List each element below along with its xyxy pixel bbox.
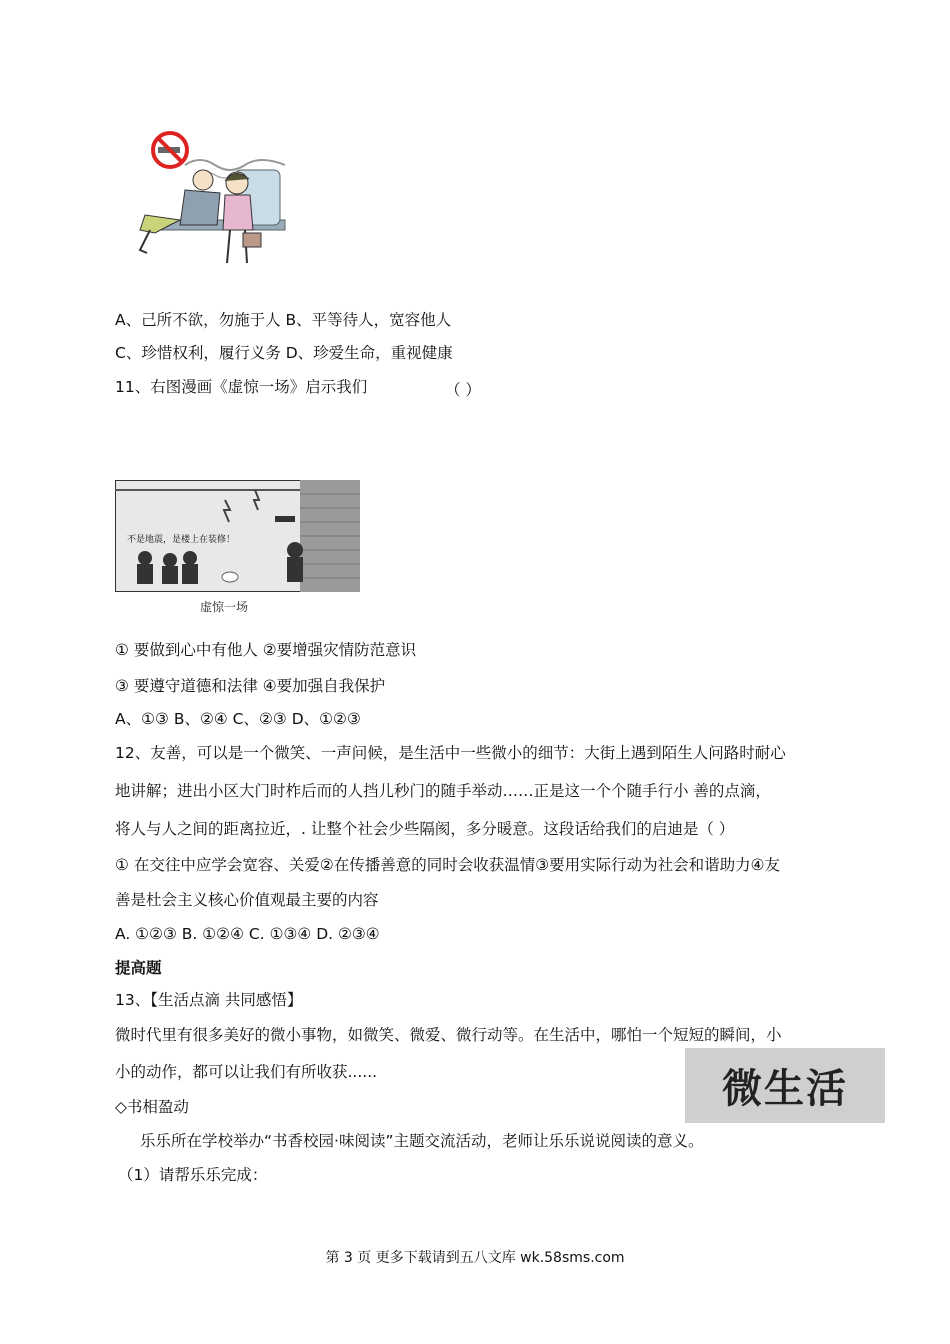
q11-items-line2: ③ 要遵守道德和法律 ④要加强自我保护 bbox=[115, 677, 386, 695]
q11-stem: 11、右图漫画《虚惊一场》启示我们 bbox=[115, 378, 368, 396]
page-footer: 第 3 页 更多下载请到五八文库 wk.58sms.com bbox=[325, 1250, 625, 1266]
section-title: 提高题 bbox=[115, 959, 162, 977]
q12-options: A. ①②③ B. ①②④ C. ①③④ D. ②③④ bbox=[115, 925, 380, 943]
cartoon-speech-text: 不是地震，是楼上在装修！ bbox=[127, 535, 236, 545]
q13-heading: 13、【生活点滴 共同感悟】 bbox=[115, 991, 303, 1009]
q12-line3: 将人与人之间的距离拉近，. 让整个社会少些隔阂，多分暖意。这段话给我们的启迪是（ ） bbox=[115, 820, 735, 838]
banner-text: 微生活 bbox=[722, 1066, 848, 1112]
q10-options-line2: C、珍惜权利，履行义务 D、珍爱生命，重视健康 bbox=[115, 344, 453, 362]
q12-line1: 12、友善，可以是一个微笑、一声问候，是生活中一些微小的细节：大街上遇到陌生人问路时耐心 bbox=[115, 744, 786, 762]
smoking-cartoon-image bbox=[125, 125, 295, 270]
false-alarm-cartoon-image bbox=[115, 480, 360, 592]
q12-line5: 善是杜会主义核心价值观最主要的内容 bbox=[115, 891, 379, 909]
q13-task: （1）请帮乐乐完成： bbox=[118, 1166, 268, 1184]
q13-line2: 小的动作，都可以让我们有所收获...... bbox=[115, 1063, 378, 1081]
q11-items-line1: ① 要做到心中有他人 ②要增强灾情防范意识 bbox=[115, 641, 417, 659]
q11-options: A、①③ B、②④ C、②③ D、①②③ bbox=[115, 710, 361, 728]
q11-answer-paren: （ ） bbox=[445, 381, 481, 399]
q12-line4: ① 在交往中应学会宽容、关爱②在传播善意的同时会收获温情③要用实际行动为社会和谐助力④友 bbox=[115, 856, 781, 874]
micro-life-banner-image bbox=[685, 1048, 885, 1123]
q10-options-line1: A、己所不欲，勿施于人 B、平等待人，宽容他人 bbox=[115, 311, 452, 329]
no-smoking-icon bbox=[153, 133, 187, 167]
q13-paragraph: 乐乐所在学校举办“书香校园·味阅读”主题交流活动，老师让乐乐说说阅读的意义。 bbox=[140, 1132, 704, 1150]
cartoon-caption: 虚惊一场 bbox=[200, 600, 249, 614]
q13-line1: 微时代里有很多美好的微小事物，如微笑、微爱、微行动等。在生活中，哪怕一个短短的瞬间，小 bbox=[115, 1026, 782, 1044]
q12-line2: 地讲解；进出小区大门时柞后而的人挡儿秒门的随手举动……正是这一个个随手行小 善的点滴， bbox=[115, 782, 771, 800]
q13-sub-heading: ◇书相盈动 bbox=[115, 1098, 189, 1116]
